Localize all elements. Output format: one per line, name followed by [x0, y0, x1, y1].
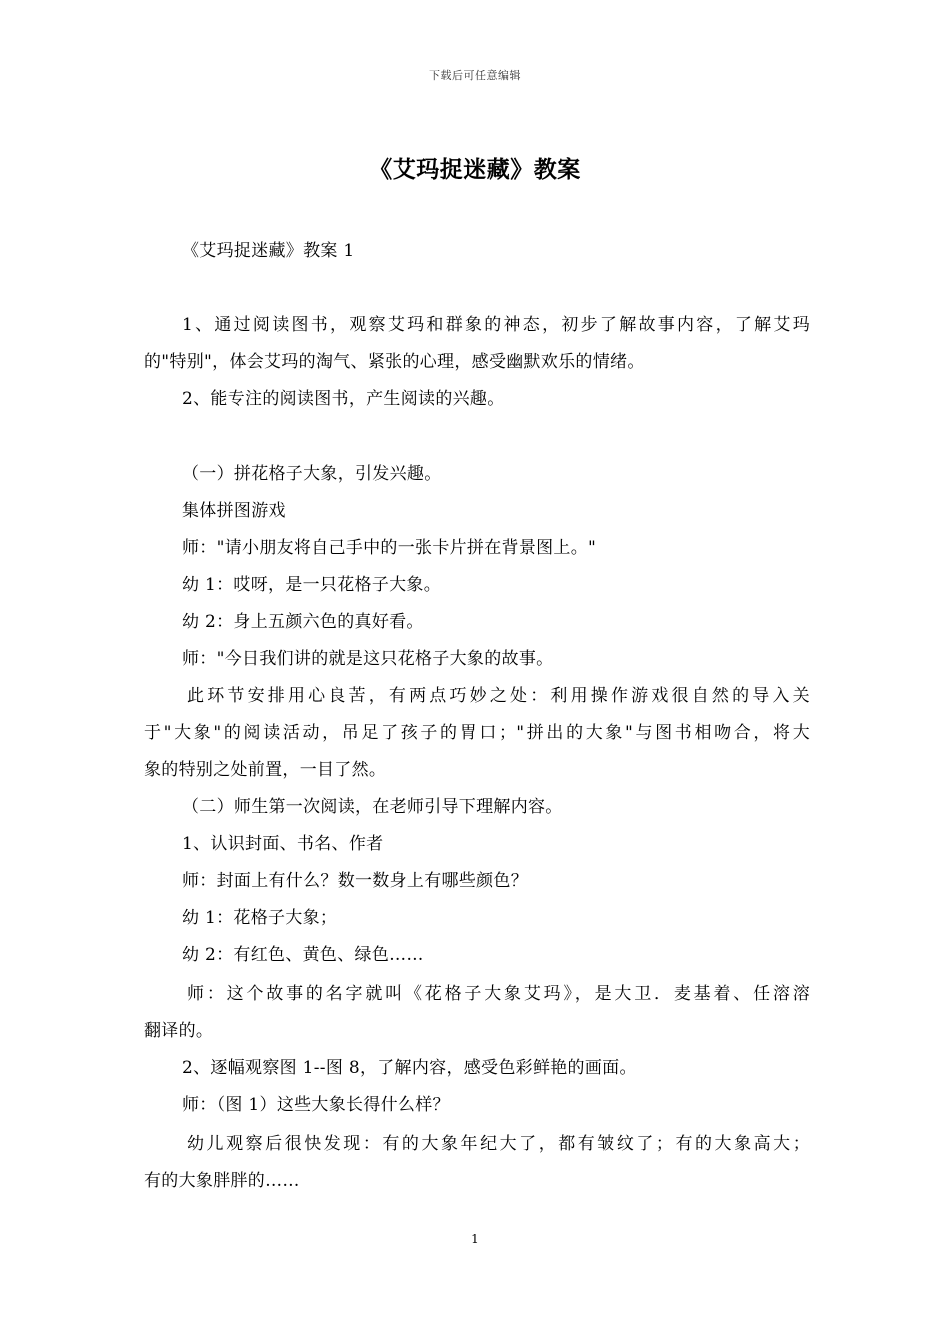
paragraph-line: 幼 1：哎呀，是一只花格子大象。 — [182, 575, 442, 595]
paragraph-line: 幼 2：有红色、黄色、绿色…… — [182, 945, 424, 965]
document-title: 《艾玛捉迷藏》教案 — [369, 156, 581, 183]
paragraph-line: 幼 2：身上五颜六色的真好看。 — [182, 612, 424, 632]
paragraph-line: （一）拼花格子大象，引发兴趣。 — [182, 464, 442, 484]
paragraph-line: 师：这个故事的名字就叫《花格子大象艾玛》，是大卫．麦基着、任溶溶 — [187, 984, 810, 1004]
paragraph-line: 师：封面上有什么？数一数身上有哪些颜色？ — [182, 871, 528, 891]
paragraph-line: 集体拼图游戏 — [182, 501, 286, 521]
paragraph-line: 翻译的。 — [144, 1021, 214, 1041]
paragraph-line: 幼 1：花格子大象； — [182, 908, 338, 928]
paragraph-line: 的"特别"，体会艾玛的淘气、紧张的心理，感受幽默欢乐的情绪。 — [144, 352, 645, 372]
paragraph-line: 此环节安排用心良苦，有两点巧妙之处：利用操作游戏很自然的导入关 — [187, 686, 810, 706]
page-header: 下载后可任意编辑 — [429, 69, 521, 82]
paragraph-line: 有的大象胖胖的…… — [144, 1171, 300, 1191]
paragraph-line: 象的特别之处前置，一目了然。 — [144, 760, 387, 780]
paragraph-line: 2、逐幅观察图 1--图 8，了解内容，感受色彩鲜艳的画面。 — [182, 1058, 637, 1078]
paragraph-line: 师："请小朋友将自己手中的一张卡片拼在背景图上。" — [182, 538, 597, 558]
page-number: 1 — [471, 1232, 479, 1246]
paragraph-line: 2、能专注的阅读图书，产生阅读的兴趣。 — [182, 389, 505, 409]
section-heading: 《艾玛捉迷藏》教案 1 — [182, 241, 355, 261]
paragraph-line: 于"大象"的阅读活动，吊足了孩子的胃口；"拼出的大象"与图书相吻合，将大 — [144, 723, 810, 743]
paragraph-line: 1、认识封面、书名、作者 — [182, 834, 384, 854]
paragraph-line: 1、通过阅读图书，观察艾玛和群象的神态，初步了解故事内容，了解艾玛 — [182, 315, 810, 335]
paragraph-line: 幼儿观察后很快发现：有的大象年纪大了，都有皱纹了；有的大象高大； — [187, 1134, 810, 1154]
paragraph-line: （二）师生第一次阅读，在老师引导下理解内容。 — [182, 797, 563, 817]
paragraph-line: 师：（图 1）这些大象长得什么样？ — [182, 1095, 450, 1115]
paragraph-line: 师："今日我们讲的就是这只花格子大象的故事。 — [182, 649, 554, 669]
